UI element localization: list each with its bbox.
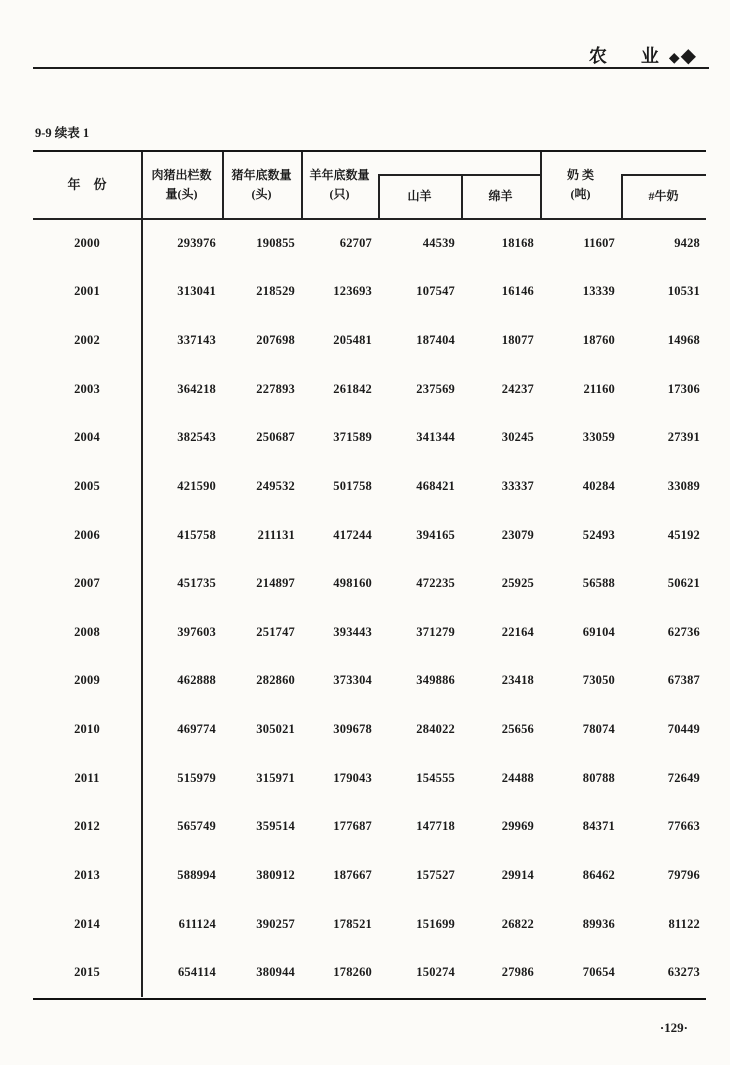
table-row (33, 948, 706, 997)
value-cell: 16146 (501, 284, 534, 299)
value-cell: 469774 (177, 722, 216, 737)
value-cell: 261842 (333, 381, 372, 396)
value-cell: 123693 (333, 284, 372, 299)
value-cell: 207698 (256, 333, 295, 348)
value-cell: 359514 (256, 819, 295, 834)
value-cell: 588994 (177, 867, 216, 882)
year-cell: 2001 (74, 284, 100, 299)
section-title: 农 业 (588, 46, 667, 66)
value-cell: 565749 (177, 819, 216, 834)
value-cell: 81122 (668, 916, 700, 931)
value-cell: 498160 (333, 576, 372, 591)
value-cell: 313041 (177, 284, 216, 299)
value-cell: 18077 (501, 333, 534, 348)
value-cell: 468421 (416, 478, 455, 493)
value-cell: 282860 (256, 673, 295, 688)
value-cell: 451735 (177, 576, 216, 591)
value-cell: 89936 (582, 916, 615, 931)
header-text: 山羊 (407, 188, 432, 203)
table-row (33, 219, 706, 268)
value-cell: 611124 (178, 916, 216, 931)
value-cell: 315971 (256, 770, 295, 785)
value-cell: 211131 (257, 527, 295, 542)
year-cell: 2008 (74, 624, 100, 639)
value-cell: 21160 (583, 381, 615, 396)
diamond-icon: ◆ (668, 51, 680, 66)
table-row (33, 462, 706, 511)
diamond-icon: ◆ (680, 45, 696, 67)
year-cell: 2004 (74, 430, 100, 445)
table-row (33, 414, 706, 463)
table-label: 9-9 续表 1 (35, 126, 90, 140)
value-cell: 305021 (256, 722, 295, 737)
value-cell: 22164 (501, 624, 534, 639)
value-cell: 178521 (333, 916, 372, 931)
value-cell: 62736 (667, 624, 700, 639)
value-cell: 205481 (333, 333, 372, 348)
value-cell: 27391 (667, 430, 700, 445)
column-header-pig-slaughter (141, 152, 222, 218)
table-row (33, 365, 706, 414)
value-cell: 62707 (339, 235, 372, 250)
header-text: #牛奶 (648, 188, 679, 203)
column-header-goat (378, 174, 461, 218)
value-cell: 654114 (177, 965, 216, 980)
value-cell: 50621 (667, 576, 700, 591)
table-row (33, 705, 706, 754)
year-cell: 2007 (74, 576, 100, 591)
year-cell: 2000 (74, 235, 100, 250)
header-text: 猪年底数量 (231, 168, 292, 183)
value-cell: 462888 (177, 673, 216, 688)
year-cell: 2011 (74, 770, 100, 785)
year-cell: 2006 (74, 527, 100, 542)
value-cell: 45192 (667, 527, 700, 542)
value-cell: 14968 (667, 333, 700, 348)
value-cell: 150274 (416, 965, 455, 980)
value-cell: 380944 (256, 965, 295, 980)
value-cell: 18760 (582, 333, 615, 348)
table-row (33, 900, 706, 949)
value-cell: 515979 (177, 770, 216, 785)
value-cell: 70449 (667, 722, 700, 737)
value-cell: 18168 (501, 235, 534, 250)
value-cell: 417244 (333, 527, 372, 542)
year-cell: 2010 (74, 722, 100, 737)
value-cell: 44539 (422, 235, 455, 250)
value-cell: 393443 (333, 624, 372, 639)
value-cell: 190855 (256, 235, 295, 250)
value-cell: 293976 (177, 235, 216, 250)
value-cell: 69104 (582, 624, 615, 639)
value-cell: 79796 (667, 867, 700, 882)
value-cell: 178260 (333, 965, 372, 980)
value-cell: 151699 (416, 916, 455, 931)
value-cell: 390257 (256, 916, 295, 931)
value-cell: 11607 (583, 235, 615, 250)
value-cell: 33059 (582, 430, 615, 445)
value-cell: 29914 (501, 867, 534, 882)
column-header-sheep-yearend (301, 152, 378, 218)
value-cell: 218529 (256, 284, 295, 299)
value-cell: 13339 (582, 284, 615, 299)
value-cell: 107547 (416, 284, 455, 299)
table-row (33, 657, 706, 706)
header-text: 肉猪出栏数 (151, 168, 212, 183)
header-text: 绵羊 (488, 188, 513, 203)
value-cell: 373304 (333, 673, 372, 688)
value-cell: 80788 (582, 770, 615, 785)
value-cell: 237569 (416, 381, 455, 396)
table-row (33, 803, 706, 852)
value-cell: 77663 (667, 819, 700, 834)
year-cell: 2009 (74, 673, 100, 688)
value-cell: 249532 (256, 478, 295, 493)
value-cell: 179043 (333, 770, 372, 785)
header-text: (头) (251, 187, 272, 201)
year-cell: 2014 (74, 916, 100, 931)
value-cell: 251747 (256, 624, 295, 639)
value-cell: 309678 (333, 722, 372, 737)
value-cell: 10531 (667, 284, 700, 299)
page-number: ·129· (659, 1020, 688, 1035)
value-cell: 29969 (501, 819, 534, 834)
value-cell: 397603 (177, 624, 216, 639)
table-row (33, 559, 706, 608)
value-cell: 23079 (501, 527, 534, 542)
value-cell: 382543 (177, 430, 216, 445)
column-header-milk (540, 152, 621, 218)
column-header-pig-yearend (222, 152, 301, 218)
value-cell: 24237 (501, 381, 534, 396)
value-cell: 501758 (333, 478, 372, 493)
year-cell: 2003 (74, 381, 100, 396)
value-cell: 24488 (501, 770, 534, 785)
value-cell: 227893 (256, 381, 295, 396)
value-cell: 86462 (582, 867, 615, 882)
table-row (33, 754, 706, 803)
header-text: 年 份 (67, 176, 107, 192)
value-cell: 421590 (177, 478, 216, 493)
header-text: 羊年底数量 (309, 168, 370, 183)
statistics-table (33, 150, 706, 1000)
year-cell: 2012 (74, 819, 100, 834)
value-cell: 187404 (416, 333, 455, 348)
value-cell: 154555 (416, 770, 455, 785)
header-text: 量(头) (165, 187, 198, 201)
value-cell: 415758 (177, 527, 216, 542)
value-cell: 337143 (177, 333, 216, 348)
value-cell: 284022 (416, 722, 455, 737)
value-cell: 472235 (416, 576, 455, 591)
value-cell: 52493 (582, 527, 615, 542)
value-cell: 157527 (416, 867, 455, 882)
value-cell: 67387 (667, 673, 700, 688)
value-cell: 371279 (416, 624, 455, 639)
year-cell: 2015 (74, 965, 100, 980)
value-cell: 72649 (667, 770, 700, 785)
value-cell: 177687 (333, 819, 372, 834)
value-cell: 33337 (501, 478, 534, 493)
column-header-year (33, 152, 141, 218)
value-cell: 349886 (416, 673, 455, 688)
table-row (33, 851, 706, 900)
value-cell: 25656 (501, 722, 534, 737)
value-cell: 380912 (256, 867, 295, 882)
value-cell: 250687 (256, 430, 295, 445)
header-text: 奶 类 (566, 168, 594, 183)
year-cell: 2013 (74, 867, 100, 882)
value-cell: 84371 (582, 819, 615, 834)
value-cell: 33089 (667, 478, 700, 493)
value-cell: 9428 (674, 235, 700, 250)
value-cell: 78074 (582, 722, 615, 737)
value-cell: 187667 (333, 867, 372, 882)
value-cell: 73050 (582, 673, 615, 688)
value-cell: 341344 (416, 430, 455, 445)
value-cell: 394165 (416, 527, 455, 542)
year-cell: 2002 (74, 333, 100, 348)
value-cell: 25925 (501, 576, 534, 591)
value-cell: 214897 (256, 576, 295, 591)
value-cell: 27986 (501, 965, 534, 980)
value-cell: 63273 (667, 965, 700, 980)
value-cell: 17306 (667, 381, 700, 396)
value-cell: 56588 (582, 576, 615, 591)
header-text: (只) (329, 187, 350, 201)
header-rule (33, 67, 709, 69)
table-row (33, 316, 706, 365)
table-body (33, 219, 706, 997)
value-cell: 30245 (501, 430, 534, 445)
table-row (33, 608, 706, 657)
header-text: (吨) (570, 187, 591, 201)
table-row (33, 511, 706, 560)
year-cell: 2005 (74, 478, 100, 493)
column-header-cow-milk (621, 174, 706, 218)
value-cell: 371589 (333, 430, 372, 445)
value-cell: 70654 (582, 965, 615, 980)
section-header (589, 42, 696, 68)
value-cell: 147718 (416, 819, 455, 834)
value-cell: 40284 (582, 478, 615, 493)
table-row (33, 268, 706, 317)
value-cell: 26822 (501, 916, 534, 931)
value-cell: 23418 (501, 673, 534, 688)
column-header-sheep (461, 174, 540, 218)
value-cell: 364218 (177, 381, 216, 396)
